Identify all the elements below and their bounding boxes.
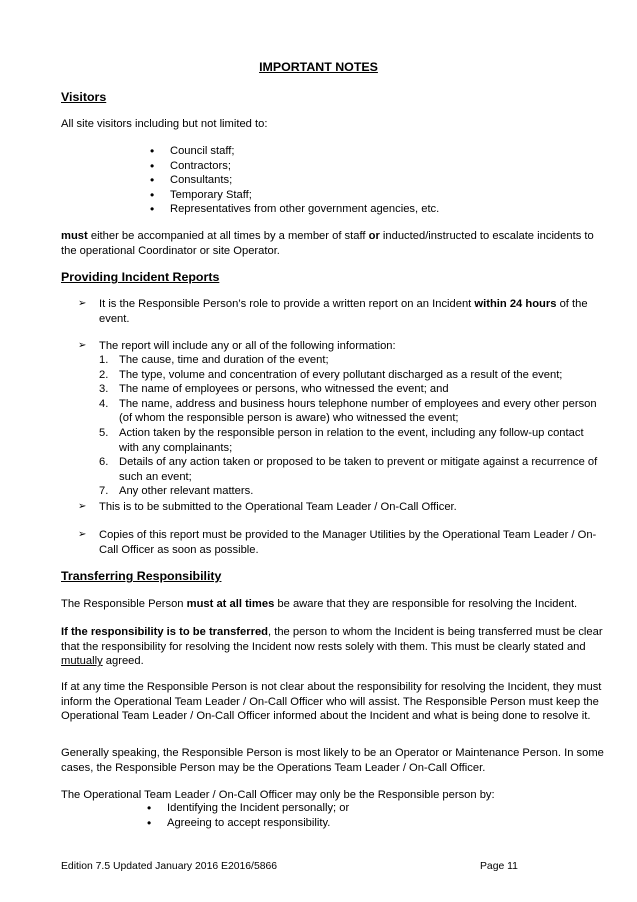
emphasis: If the responsibility is to be transferred [61, 626, 269, 638]
or-emphasis: or [368, 230, 380, 242]
footer-page-number: Page 11 [480, 861, 518, 872]
list-item: • Agreeing to accept responsibility. [147, 816, 349, 831]
list-item: • Representatives from other government agencies, etc. [150, 202, 439, 217]
list-item: 3. The name of employees or persons, who witnessed the event; and [99, 383, 449, 396]
list-item: 6. Details of any action taken or proposed to be taken to prevent or mitigate against a recurrence of such an event; [99, 456, 598, 483]
visitors-outro: must either be accompanied at all times by a member of staff or inducted/instructed to escalate incidents to the operational Coordinator or site Operator. [61, 230, 594, 257]
report-item-4: ➢ Copies of this report must be provided to the Manager Utilities by the Operational Team Leader / On-Call Officer as soon as possible. [78, 529, 597, 556]
list-item: • Identifying the Incident personally; or [147, 801, 349, 816]
report-item-3: ➢ This is to be submitted to the Operational Team Leader / On-Call Officer. [78, 501, 457, 513]
transferring-heading: Transferring Responsibility [61, 569, 222, 583]
must-emphasis: must [61, 230, 88, 242]
deadline-emphasis: within 24 hours [474, 298, 557, 310]
visitors-list [150, 144, 439, 217]
report-item-2: ➢ The report will include any or all of the following information: [78, 340, 396, 352]
list-item: • Temporary Staff; [150, 188, 439, 203]
list-item: 1. The cause, time and duration of the event; [99, 354, 329, 366]
list-item: 2. The type, volume and concentration of every pollutant discharged as a result of the event; [99, 368, 563, 381]
list-item: 5. Action taken by the responsible person in relation to the event, including any follow-up contact with any complainants; [99, 426, 584, 454]
transferring-p4: Generally speaking, the Responsible Person is most likely to be an Operator or Maintenance Person. In some cases, the Responsible Person may be the Operations Team Leader / On-Call Officer. [61, 747, 604, 774]
list-item: 4. The name, address and business hours telephone number of employees and every other person (of whom the responsible person is aware) who witnessed the event; [99, 397, 597, 425]
page-title: IMPORTANT NOTES [259, 60, 378, 74]
arrow-bullet-icon: ➢ [78, 340, 87, 351]
arrow-bullet-icon: ➢ [78, 529, 87, 540]
arrow-bullet-icon: ➢ [78, 298, 87, 309]
list-item: • Contractors; [150, 159, 439, 174]
transferring-p5: The Operational Team Leader / On-Call Officer may only be the Responsible person by: [61, 789, 495, 801]
transferring-p2: If the responsibility is to be transferred, the person to whom the Incident is being transferred must be clear that the responsibility for resolving the Incident now rests solely with them. This must be clearly stated and mutually agreed. [61, 626, 603, 668]
list-item: 7. Any other relevant matters. [99, 485, 254, 498]
transferring-p1: The Responsible Person must at all times be aware that they are responsible for resolving the Incident. [61, 598, 578, 610]
arrow-bullet-icon: ➢ [78, 501, 87, 512]
report-info-list [99, 353, 604, 499]
underlined-word: mutually [61, 655, 103, 668]
report-item-1: ➢ It is the Responsible Person’s role to provide a written report on an Incident within 24 hours of the event. [78, 298, 588, 325]
list-item: • Council staff; [150, 144, 439, 159]
visitors-intro: All site visitors including but not limited to: [61, 118, 268, 130]
incident-reports-heading: Providing Incident Reports [61, 270, 220, 284]
list-item: • Consultants; [150, 173, 439, 188]
visitors-heading: Visitors [61, 90, 107, 104]
emphasis: must at all times [186, 598, 275, 610]
transferring-p3: If at any time the Responsible Person is not clear about the responsibility for resolving the Incident, they must inform the Operational Team Leader / On-Call Officer who will assist. The Responsible Person must keep the Operational Team Leader / On-Call Officer informed about the Incident and what is being done to resolve it. [61, 681, 602, 723]
transferring-list [147, 801, 349, 830]
footer-edition: Edition 7.5 Updated January 2016 E2016/5866 [61, 861, 278, 872]
